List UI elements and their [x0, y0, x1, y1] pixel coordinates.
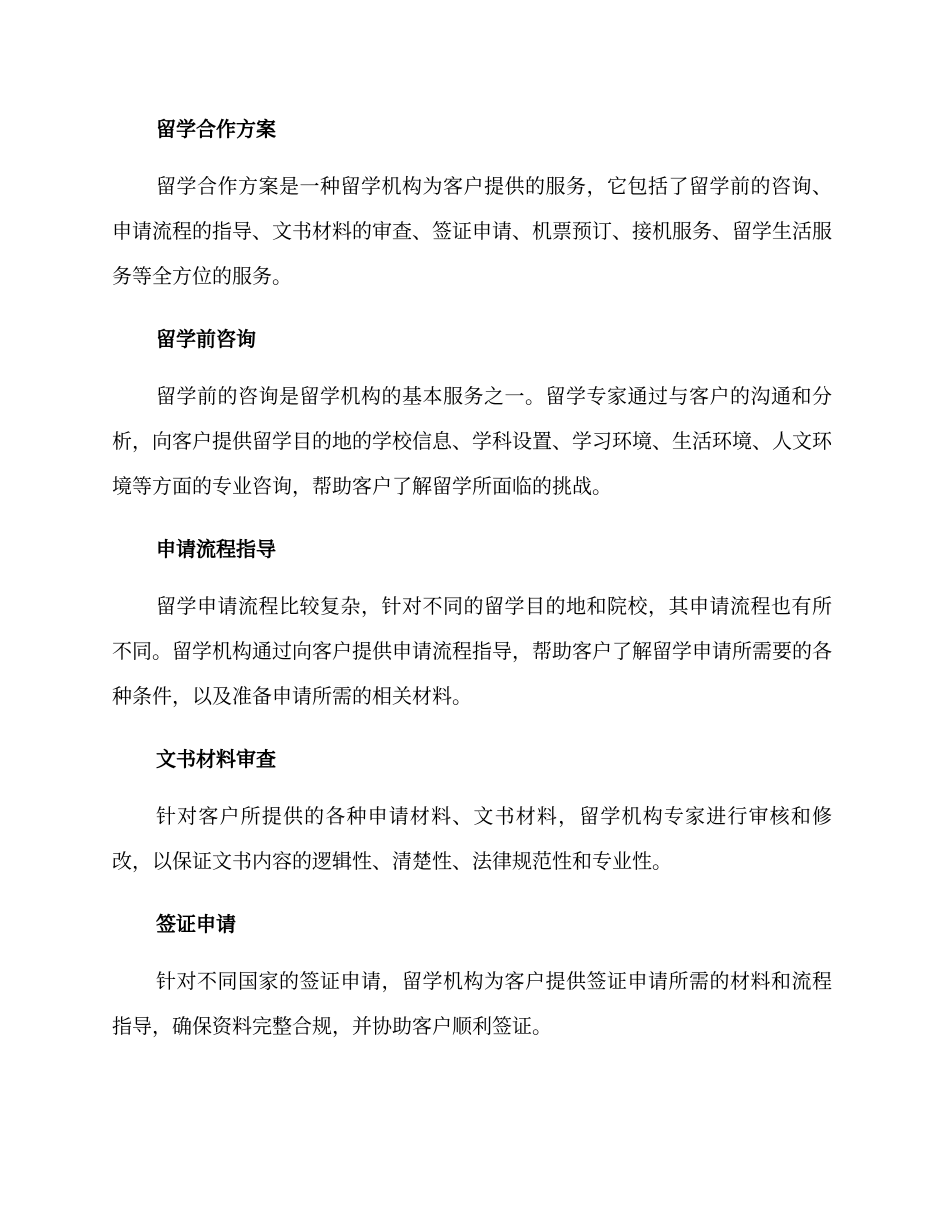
section-heading: 申请流程指导: [156, 537, 276, 561]
document-body: [112, 111, 832, 1071]
section-heading: 签证申请: [156, 912, 236, 936]
section-heading: 留学前咨询: [156, 327, 256, 351]
section-application-guidance: [112, 531, 832, 719]
section-heading: 文书材料审查: [156, 747, 276, 771]
section-paragraph: 留学申请流程比较复杂，针对不同的留学目的地和院校，其申请流程也有所不同。留学机构通过向客户提供申请流程指导，帮助客户了解留学申请所需要的各种条件，以及准备申请所需的相关材料。: [112, 594, 832, 708]
section-paragraph: 留学合作方案是一种留学机构为客户提供的服务，它包括了留学前的咨询、申请流程的指导、文书材料的审查、签证申请、机票预订、接机服务、留学生活服务等全方位的服务。: [112, 174, 832, 288]
section-paragraph: 针对不同国家的签证申请，留学机构为客户提供签证申请所需的材料和流程指导，确保资料完整合规，并协助客户顺利签证。: [112, 969, 832, 1038]
section-pre-consulting: [112, 321, 832, 509]
section-paragraph: 针对客户所提供的各种申请材料、文书材料，留学机构专家进行审核和修改，以保证文书内容的逻辑性、清楚性、法律规范性和专业性。: [112, 804, 832, 873]
section-heading: 留学合作方案: [156, 117, 276, 141]
section-visa-application: [112, 906, 832, 1049]
section-paragraph: 留学前的咨询是留学机构的基本服务之一。留学专家通过与客户的沟通和分析，向客户提供留学目的地的学校信息、学科设置、学习环境、生活环境、人文环境等方面的专业咨询，帮助客户了解留学所面临的挑战。: [112, 384, 832, 498]
section-cooperation-plan: [112, 111, 832, 299]
section-document-review: [112, 741, 832, 884]
